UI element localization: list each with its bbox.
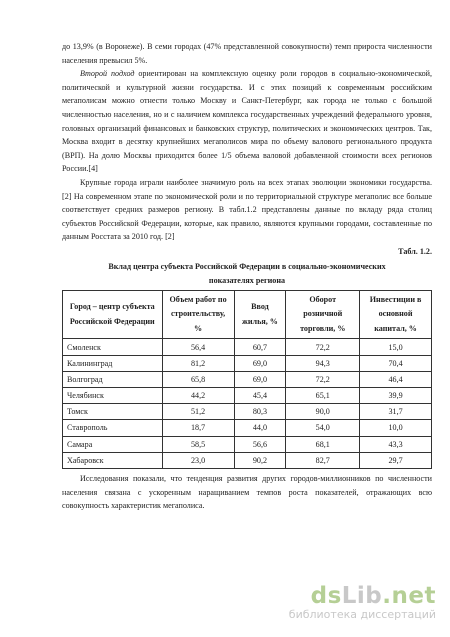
cell-retail: 65,1 [286,387,360,403]
cell-housing: 69,0 [234,371,286,387]
table-row [63,355,432,371]
dslib-watermark [289,584,436,621]
cell-investment: 39,9 [360,387,432,403]
watermark-subtitle: библиотека диссертаций [288,608,436,621]
header-retail: Оборот розничной торговли, % [286,290,360,339]
cell-investment: 31,7 [360,404,432,420]
cell-city: Томск [63,404,163,420]
cell-housing: 56,6 [234,436,286,452]
cell-construction: 51,2 [162,404,234,420]
cell-housing: 45,4 [234,387,286,403]
paragraph-3: Крупные города играли наиболее значимую роль на всех этапах эволюции экономики государства. [2] На современном этапе по экономической роли и по территориальной структуре мегаполис все больше соответствует средних размеров региону. В табл.1.2 представлены данные по вкладу ряда столиц субъектов Российской Федерации, которые, как правило, являются крупными городами, составленные по данным Росстата за 2010 год. [2] [62,177,432,242]
paragraph-2-rest: ориентирован на комплексную оценку роли городов в социально-экономической, политической и культурной жизни государства. И с этих позиций к современным российским мегаполисам можно отнести только Москву и Санкт-Петербург, как города не только с большой численностью населения, но и с наличием комплекса государственных учреждений федерального уровня, головных организаций финансовых и банковских структур, политических и экономических центров. Так, Москва входит в десятку крупнейших мегаполисов мира по объему валового регионального продукта (ВРП). На долю Москвы приходится более 1/5 объема валовой добавленной стоимости всех регионов России.[4] [62,69,432,174]
table-row [63,436,432,452]
cell-construction: 65,8 [162,371,234,387]
logo-lib: Lib [341,583,383,609]
dslib-logo [289,584,436,608]
table-header-row [63,290,432,339]
paragraph-4: Исследования показали, что тенденция развития других городов-миллионников по численности населения связана с ускоренным наращиванием темпов роста показателей, отражающих всю совокупность характеристик мегаполиса. [62,473,432,511]
cell-city: Самара [63,436,163,452]
table-row [63,452,432,468]
cell-construction: 23,0 [162,452,234,468]
data-table [62,290,432,469]
cell-retail: 72,2 [286,371,360,387]
table-row [63,404,432,420]
table-row [63,420,432,436]
table-row [63,371,432,387]
cell-retail: 54,0 [286,420,360,436]
cell-construction: 58,5 [162,436,234,452]
cell-retail: 72,2 [286,339,360,355]
cell-investment: 10,0 [360,420,432,436]
document-page [62,40,432,513]
header-investment: Инвестиции в основной капитал, % [360,290,432,339]
cell-investment: 29,7 [360,452,432,468]
paragraph-2-lead: Второй подход [80,69,135,79]
paragraph-1: до 13,9% (в Воронеже). В семи городах (47% представленной совокупности) темп прироста численности населения превысил 5%. [62,42,432,65]
cell-housing: 69,0 [234,355,286,371]
cell-city: Волгоград [63,371,163,387]
table-caption-line-2: показателях региона [208,275,286,285]
cell-retail: 94,3 [286,355,360,371]
cell-retail: 82,7 [286,452,360,468]
cell-construction: 81,2 [162,355,234,371]
cell-investment: 46,4 [360,371,432,387]
cell-investment: 43,3 [360,436,432,452]
cell-housing: 60,7 [234,339,286,355]
paragraph-2 [62,67,432,176]
cell-retail: 68,1 [286,436,360,452]
header-construction: Объем работ по строительству, % [162,290,234,339]
table-row [63,387,432,403]
table-row [63,339,432,355]
cell-city: Смоленск [63,339,163,355]
cell-housing: 90,2 [234,452,286,468]
cell-city: Челябинск [63,387,163,403]
header-city: Город – центр субъекта Российской Федерации [63,290,163,339]
logo-ds: ds [310,583,342,609]
table-caption-line-1: Вклад центра субъекта Российской Федерации в социально-экономических [108,261,386,271]
cell-investment: 70,4 [360,355,432,371]
logo-net: .net [382,583,436,609]
cell-retail: 90,0 [286,404,360,420]
cell-city: Ставрополь [63,420,163,436]
cell-city: Хабаровск [63,452,163,468]
cell-housing: 80,3 [234,404,286,420]
cell-construction: 18,7 [162,420,234,436]
cell-city: Калининград [63,355,163,371]
header-housing: Ввод жилья, % [234,290,286,339]
table-caption [62,260,432,288]
cell-construction: 44,2 [162,387,234,403]
table-reference: Табл. 1.2. [398,246,432,256]
cell-housing: 44,0 [234,420,286,436]
cell-investment: 15,0 [360,339,432,355]
cell-construction: 56,4 [162,339,234,355]
